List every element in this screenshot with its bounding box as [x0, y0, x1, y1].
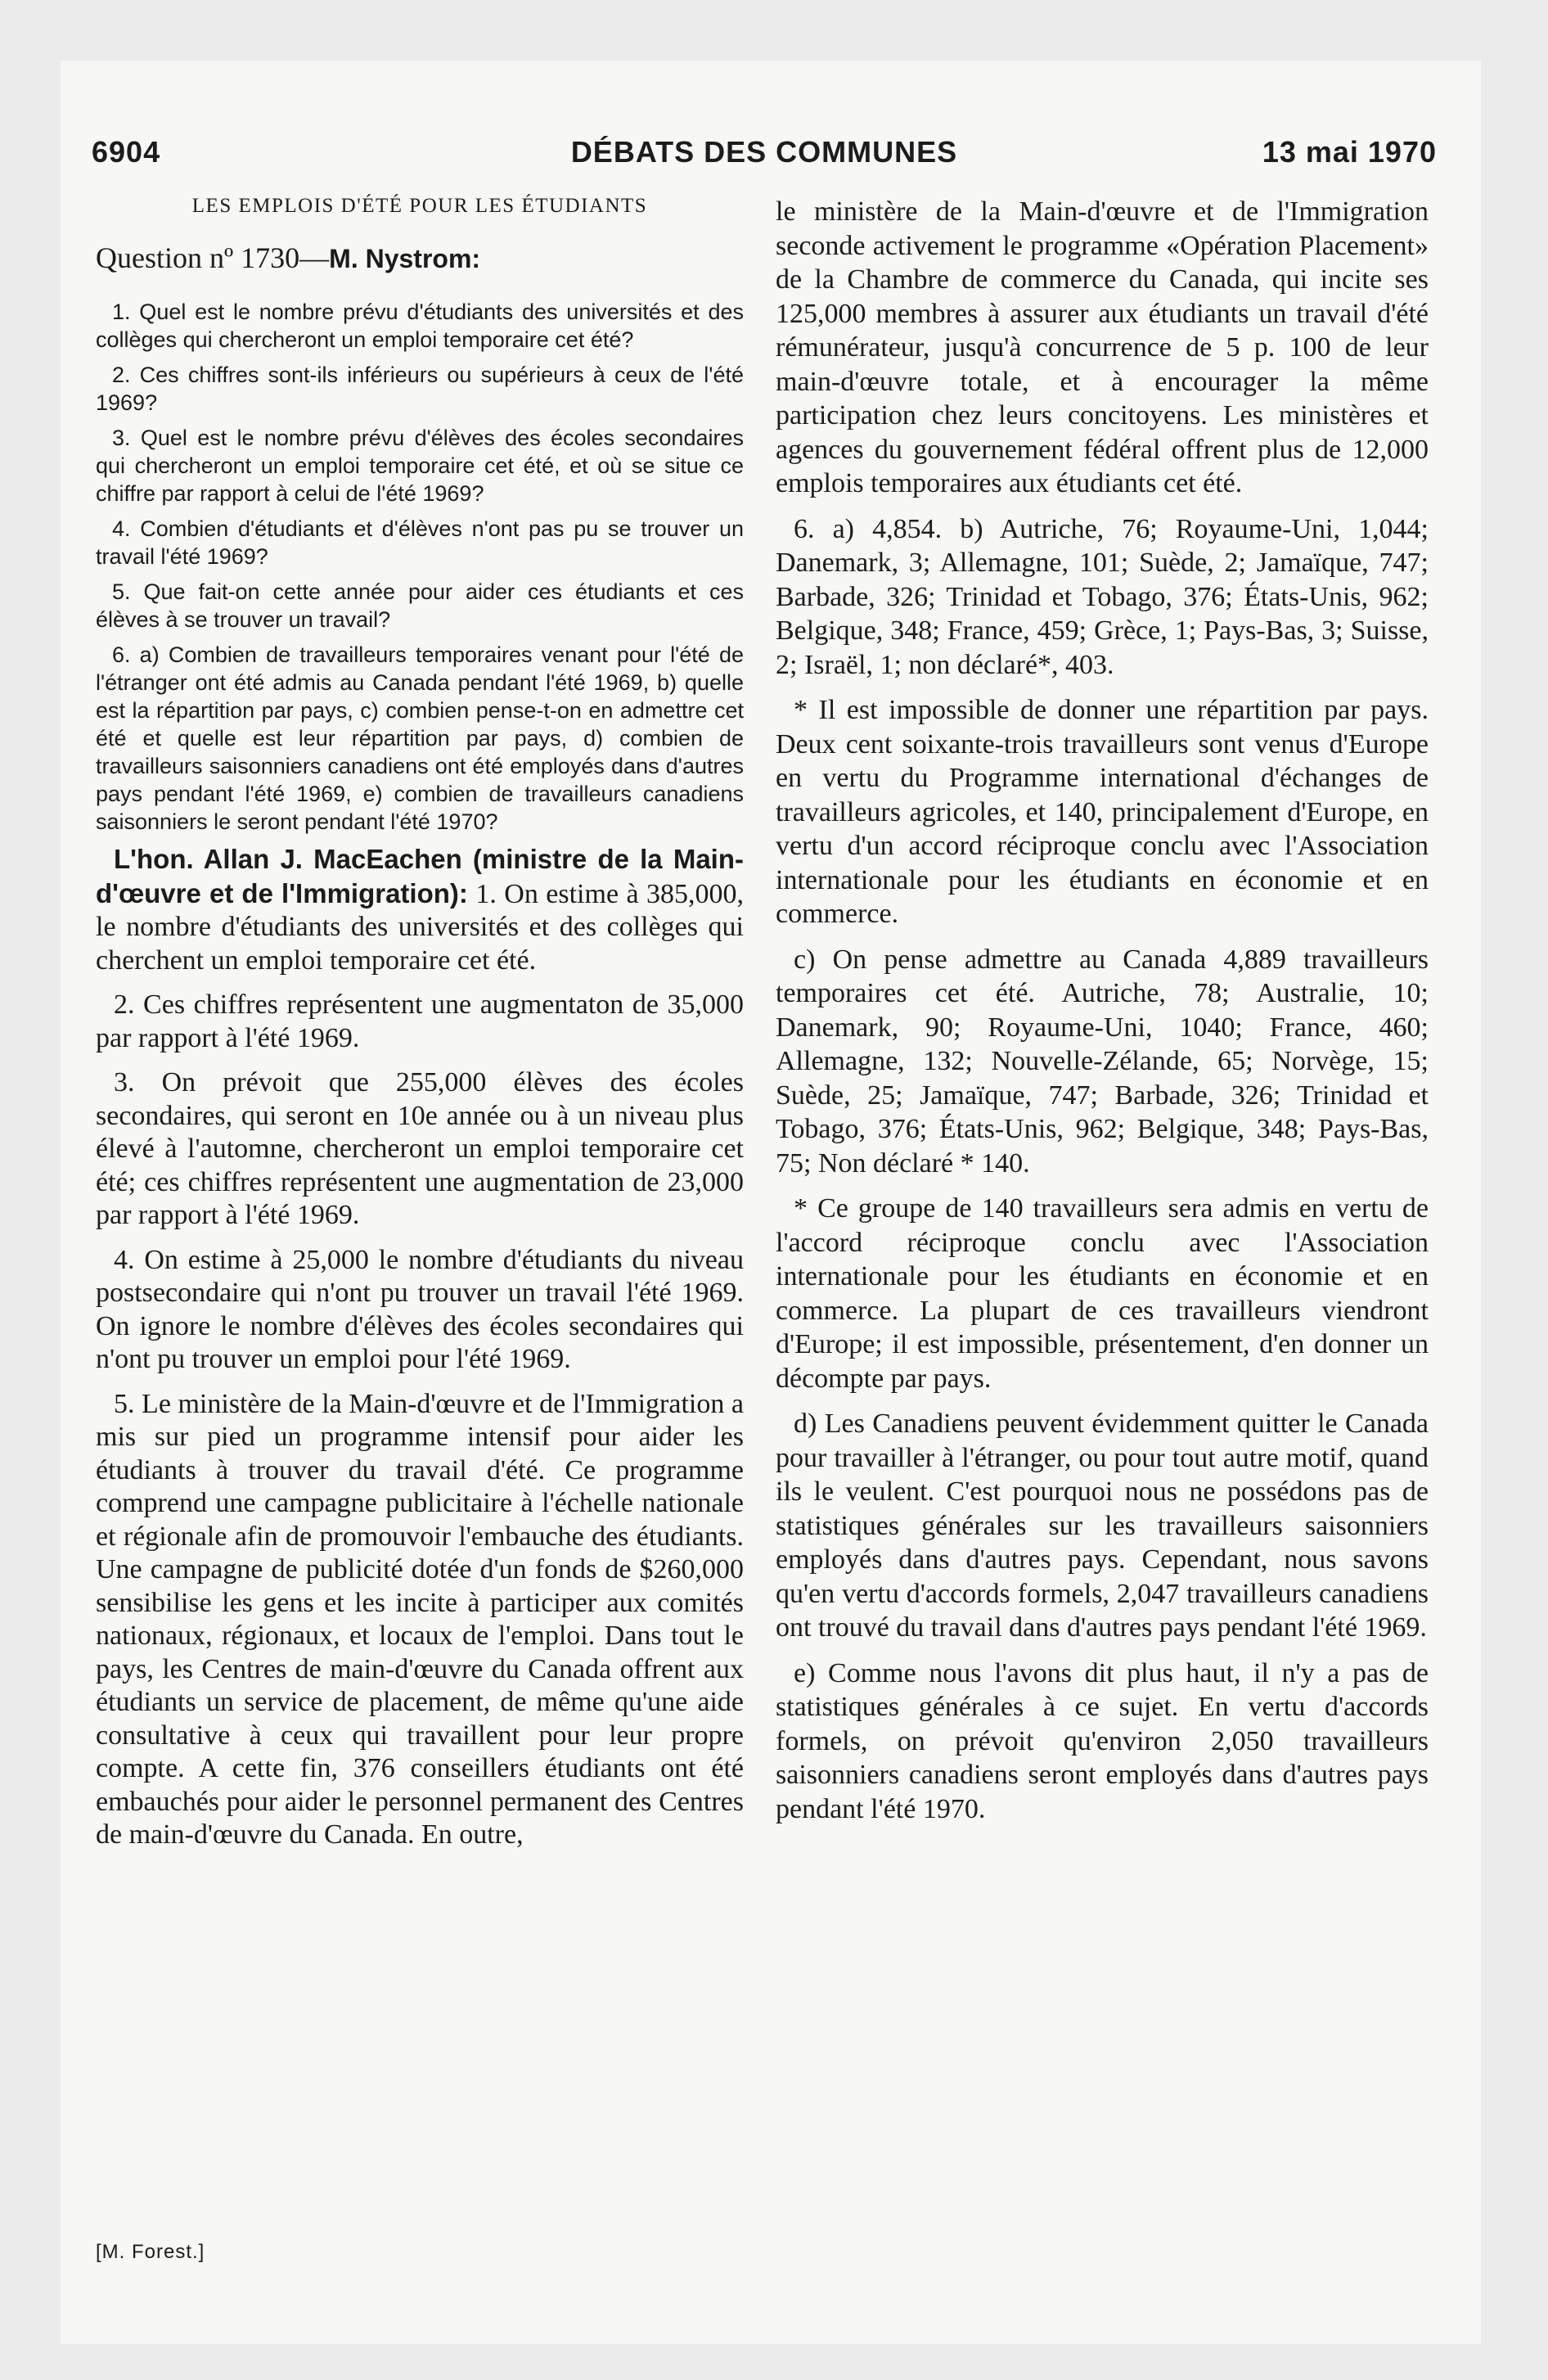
- answer-paragraph: 4. On estime à 25,000 le nombre d'étudiants du niveau postsecondaire qui n'ont pu trouver un travail l'été 1969. On ignore le nombre d'élèves des écoles secondaires qui n'ont pu trouver un emploi pour l'été 1969.: [96, 1244, 744, 1374]
- publication-title: DÉBATS DES COMMUNES: [570, 135, 958, 169]
- section-heading: LES EMPLOIS D'ÉTÉ POUR LES ÉTUDIANTS: [191, 195, 648, 217]
- answer-paragraph: * Ce groupe de 140 travailleurs sera admis en vertu de l'accord réciproque conclu avec l'Association internationale pour les étudiants en économie et en commerce. La plupart de ces travailleurs viendront d'Europe; il est impossible, présentement, d'en donner un décompte par pays.: [776, 1193, 1429, 1394]
- question-item: 6. a) Combien de travailleurs temporaires venant pour l'été de l'étranger ont été admis au Canada pendant l'été 1969, b) quelle est la répartition par pays, c) combien pense-t-on en admettre cet été et quelle est leur répartition par pays, d) combien de travailleurs saisonniers canadiens ont été employés dans d'autres pays pendant l'été 1969, e) combien de travailleurs canadiens saisonniers le seront pendant l'été 1970?: [96, 642, 744, 834]
- answer-paragraph: d) Les Canadiens peuvent évidemment quitter le Canada pour travailler à l'étranger, ou pour tout autre motif, quand ils le veulent. C'est pourquoi nous ne possédons pas de statistiques générales sur les travailleurs saisonniers employés dans d'autres pays. Cependant, nous savons qu'en vertu d'accords formels, 2,047 travailleurs canadiens ont trouvé du travail dans d'autres pays pendant l'été 1969.: [776, 1409, 1429, 1643]
- question-author: M. Nystrom:: [329, 244, 481, 273]
- question-item: 3. Quel est le nombre prévu d'élèves des écoles secondaires qui chercheront un emploi temporaire cet été, et où se situe ce chiffre par rapport à celui de l'été 1969?: [96, 426, 744, 506]
- answer-paragraph: e) Comme nous l'avons dit plus haut, il n'y a pas de statistiques générales à ce sujet. En vertu d'accords formels, on prévoit qu'environ 2,050 travailleurs saisonniers canadiens seront employés dans d'autres pays pendant l'été 1970.: [776, 1657, 1429, 1824]
- answer-speaker: L'hon. Allan J. MacEachen (ministre de la Main-d'œuvre et de l'Immigration):: [96, 844, 744, 908]
- answer-paragraph: c) On pense admettre au Canada 4,889 travailleurs temporaires cet été. Autriche, 78; Australie, 10; Danemark, 90; Royaume-Uni, 1040; France, 460; Allemagne, 132; Nouvelle-Zélande, 65; Norvège, 15; Suède, 25; Jamaïque, 747; Barbade, 326; Trinidad et Tobago, 376; États-Unis, 962; Belgique, 348; Pays-Bas, 75; Non déclaré * 140.: [776, 944, 1429, 1179]
- question-number: Question nº 1730—: [96, 241, 330, 274]
- page-number: 6904: [92, 135, 161, 169]
- question-item: 1. Quel est le nombre prévu d'étudiants des universités et des collèges qui chercheront un emploi temporaire cet été?: [96, 300, 744, 352]
- question-item: 5. Que fait-on cette année pour aider ces étudiants et ces élèves à se trouver un travail?: [96, 579, 744, 632]
- right-column: [776, 195, 1429, 1837]
- question-line: [96, 241, 744, 275]
- issue-date: 13 mai 1970: [1262, 135, 1437, 169]
- answer-paragraph: 2. Ces chiffres représentent une augmentaton de 35,000 par rapport à l'été 1969.: [96, 989, 744, 1053]
- answer-text: 1. On estime à 385,000, le nombre d'étudiants des universités et des collèges qui cherchent un emploi temporaire cet été.: [96, 878, 745, 976]
- page-header: [92, 135, 1437, 176]
- left-column: [96, 195, 744, 1864]
- question-item: 4. Combien d'étudiants et d'élèves n'ont pas pu se trouver un travail l'été 1969?: [96, 516, 744, 569]
- answer-paragraph: 5. Le ministère de la Main-d'œuvre et de l'Immigration a mis sur pied un programme intensif pour aider les étudiants à trouver du travail d'été. Ce programme comprend une campagne publicitaire à l'échelle nationale et régionale afin de promouvoir l'embauche des étudiants. Une campagne de publicité dotée d'un fonds de $260,000 sensibilise les gens et les incite à participer aux comités nationaux, régionaux, et locaux de l'emploi. Dans tout le pays, les Centres de main-d'œuvre du Canada offrent aux étudiants un service de placement, de même qu'une aide consultative à ceux qui travaillent pour leur propre compte. A cette fin, 376 conseillers étudiants ont été embauchés pour aider le personnel permanent des Centres de main-d'œuvre du Canada. En outre,: [96, 1388, 744, 1850]
- answer-paragraph: 6. a) 4,854. b) Autriche, 76; Royaume-Uni, 1,044; Danemark, 3; Allemagne, 101; Suède, 2; Jamaïque, 747; Barbade, 326; Trinidad et Tobago, 376; États-Unis, 962; Belgique, 348; France, 459; Grèce, 1; Pays-Bas, 3; Suisse, 2; Israël, 1; non déclaré*, 403.: [776, 513, 1429, 680]
- answer-paragraph: [96, 843, 744, 977]
- question-item: 2. Ces chiffres sont-ils inférieurs ou supérieurs à ceux de l'été 1969?: [96, 363, 744, 415]
- answer-paragraph: 3. On prévoit que 255,000 élèves des écoles secondaires, qui seront en 10e année ou à un niveau plus élevé à l'automne, chercheront un emploi temporaire cet été; ces chiffres représentent une augmentation de 23,000 par rapport à l'été 1969.: [96, 1067, 744, 1230]
- answer-paragraph: * Il est impossible de donner une répartition par pays. Deux cent soixante-trois travailleurs sont venus d'Europe en vertu du Programme international d'échanges de travailleurs agricoles, et 140, principalement d'Europe, en vertu d'un accord réciproque conclu avec l'Association internationale pour les étudiants en économie et en commerce.: [776, 695, 1429, 929]
- speaker-footnote: [M. Forest.]: [96, 2241, 205, 2263]
- answer-paragraph: le ministère de la Main-d'œuvre et de l'Immigration seconde activement le programme «Opération Placement» de la Chambre de commerce du Canada, qui incite ses 125,000 membres à assurer aux étudiants un travail d'été rémunérateur, jusqu'à concurrence de 5 p. 100 de leur main-d'œuvre totale, et à encourager la même participation chez leurs concitoyens. Les ministères et agences du gouvernement fédéral offrent plus de 12,000 emplois temporaires aux étudiants cet été.: [776, 196, 1429, 498]
